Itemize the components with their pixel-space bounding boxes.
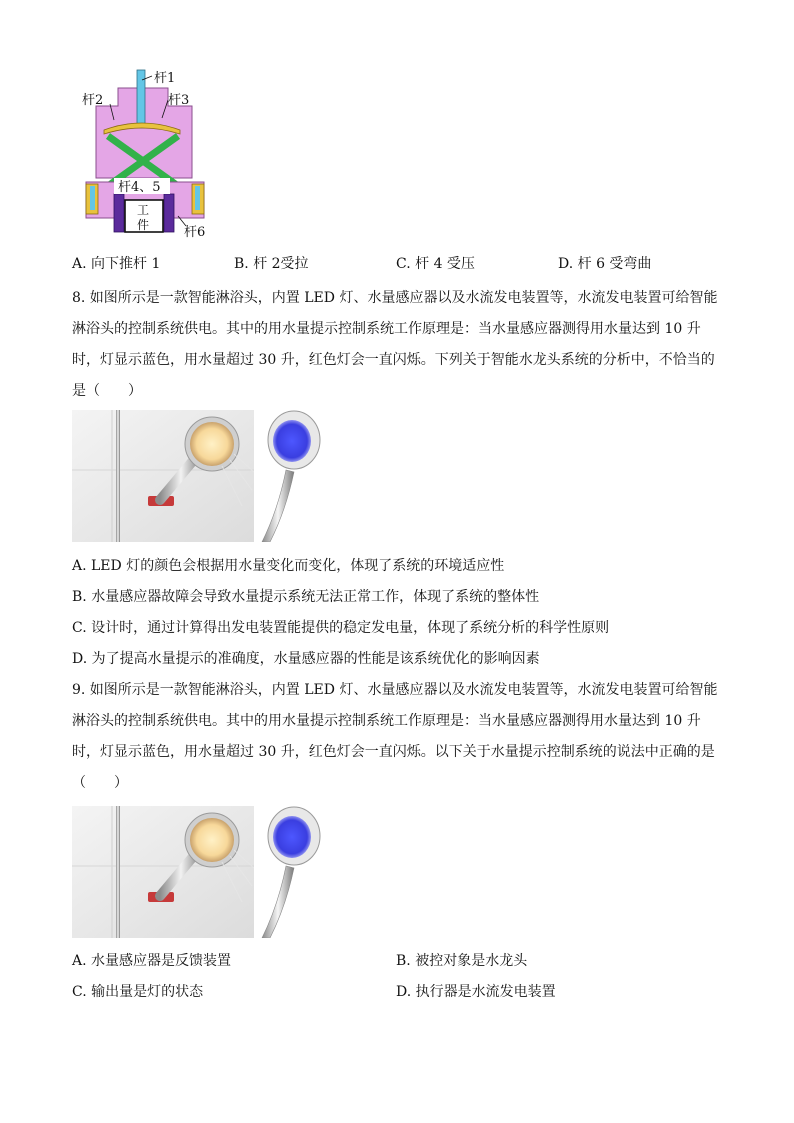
label-rod6: 杆6 bbox=[184, 225, 206, 240]
q9-stem-line-3: 时，灯显示蓝色，用水量超过 30 升，红色灯会一直闪烁。以下关于水量提示控制系统的说法中正确的是 bbox=[72, 744, 715, 760]
q9-stem-line-1: 9. 如图所示是一款智能淋浴头，内置 LED 灯、水量感应器以及水流发电装置等，水流发电装置可给智能 bbox=[72, 682, 718, 698]
q8-shower-photo bbox=[72, 410, 254, 542]
q8-option-c: C. 设计时，通过计算得出发电装置能提供的稳定发电量，体现了系统分析的科学性原则 bbox=[72, 620, 610, 636]
q9-option-d: D. 执行器是水流发电装置 bbox=[396, 984, 556, 1000]
q8-stem-line-2: 淋浴头的控制系统供电。其中的用水量提示控制系统工作原理是：当水量感应器测得用水量达到 10 升 bbox=[72, 321, 701, 337]
q9-stem-line-4: （ ） bbox=[72, 775, 128, 791]
q9-stem-line-2: 淋浴头的控制系统供电。其中的用水量提示控制系统工作原理是：当水量感应器测得用水量达到 10 升 bbox=[72, 713, 701, 729]
label-rod45: 杆4、5 bbox=[118, 180, 161, 195]
q7-option-d: D. 杆 6 受弯曲 bbox=[558, 256, 652, 272]
label-rod3: 杆3 bbox=[168, 93, 190, 108]
q8-blue-light-photo bbox=[256, 410, 326, 542]
clamp-mechanism-diagram bbox=[70, 66, 220, 242]
q8-option-a: A. LED 灯的颜色会根据用水量变化而变化，体现了系统的环境适应性 bbox=[72, 558, 505, 574]
q9-shower-photo bbox=[72, 806, 254, 938]
label-workpiece-top: 工 bbox=[137, 203, 150, 217]
q8-stem-line-1: 8. 如图所示是一款智能淋浴头，内置 LED 灯、水量感应器以及水流发电装置等，水流发电装置可给智能 bbox=[72, 290, 718, 306]
label-rod1: 杆1 bbox=[154, 71, 176, 86]
q8-stem-line-3: 时，灯显示蓝色，用水量超过 30 升，红色灯会一直闪烁。下列关于智能水龙头系统的分析中，不恰当的 bbox=[72, 352, 715, 368]
q9-option-c: C. 输出量是灯的状态 bbox=[72, 984, 204, 1000]
q9-blue-light-photo bbox=[256, 806, 326, 938]
q9-option-b: B. 被控对象是水龙头 bbox=[396, 953, 528, 969]
label-rod2: 杆2 bbox=[82, 93, 104, 108]
q9-option-a: A. 水量感应器是反馈装置 bbox=[72, 953, 232, 969]
label-workpiece-bottom: 件 bbox=[137, 218, 150, 232]
q8-option-d: D. 为了提高水量提示的准确度，水量感应器的性能是该系统优化的影响因素 bbox=[72, 651, 540, 667]
q8-option-b: B. 水量感应器故障会导致水量提示系统无法正常工作，体现了系统的整体性 bbox=[72, 589, 540, 605]
q7-option-b: B. 杆 2受拉 bbox=[234, 256, 309, 272]
q7-option-a: A. 向下推杆 1 bbox=[72, 256, 161, 272]
q7-option-c: C. 杆 4 受压 bbox=[396, 256, 475, 272]
q8-stem-line-4: 是（ ） bbox=[72, 383, 142, 399]
